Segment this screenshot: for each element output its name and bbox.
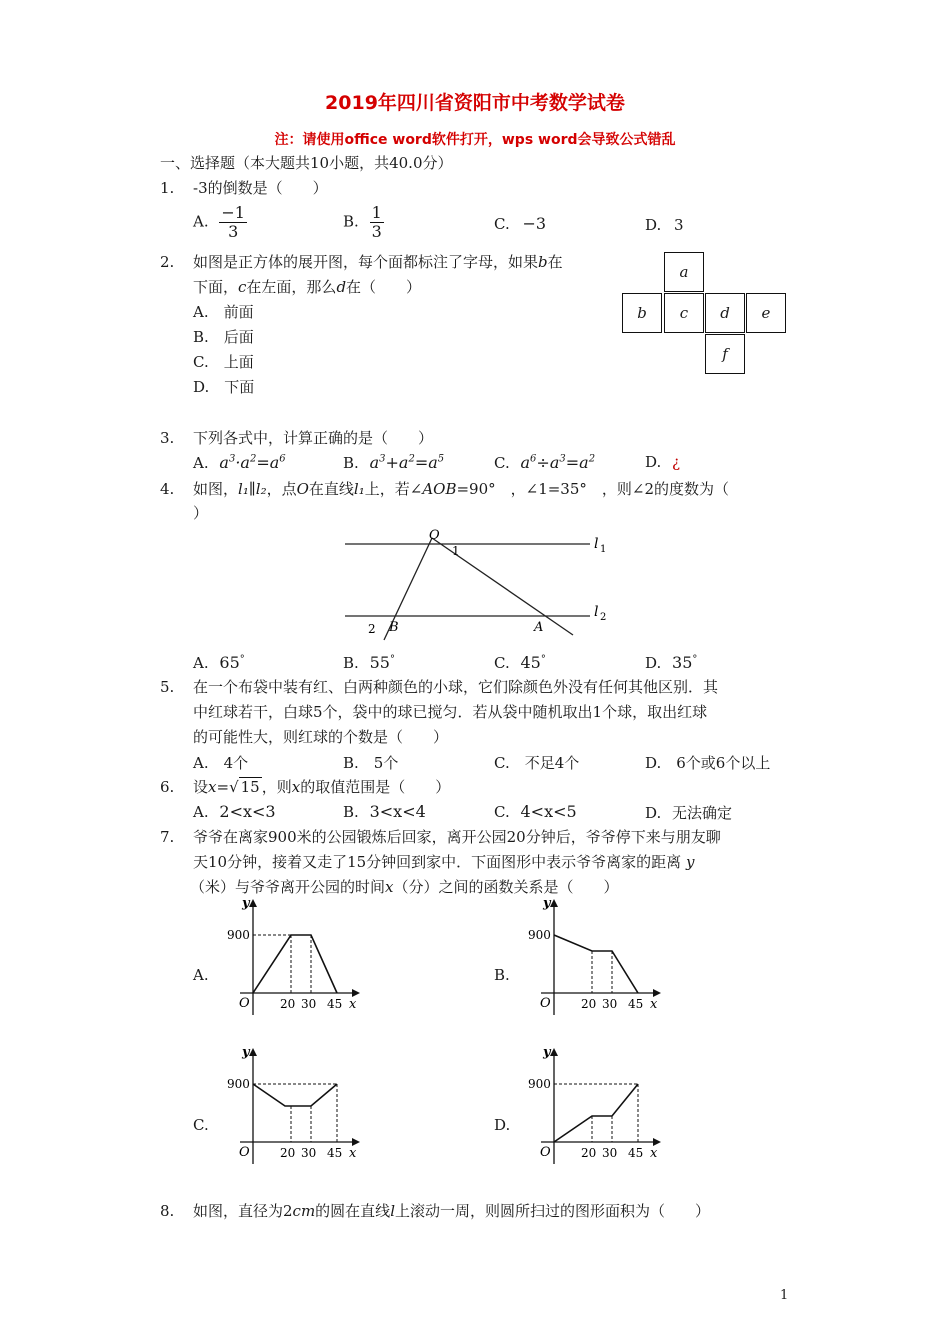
q8-stem-b: 的圆在直线 (315, 1202, 391, 1220)
origin-label: O (239, 996, 250, 1011)
q4-point-o: O (296, 480, 309, 498)
q1-stem: -3的倒数是（ ） (193, 179, 328, 197)
q1-option-c-label: C. (494, 215, 510, 233)
q8-number: 8. (160, 1202, 175, 1220)
q4-option-b (343, 653, 395, 672)
q2-option-c: C. 上面 (193, 353, 254, 371)
fig-label-o: O (429, 528, 440, 543)
tick-45: 45 (327, 1146, 343, 1160)
origin-label: O (540, 996, 551, 1011)
q7-line1: 爷爷在离家900米的公园锻炼后回家，离开公园20分钟后，爷爷停下来与朋友聊 (193, 828, 721, 846)
origin-label: O (239, 1145, 250, 1160)
graph-b-line (554, 935, 638, 993)
q4-option-a-deg: ° (239, 654, 245, 665)
tick-30: 30 (301, 997, 317, 1011)
net-face-a: a (664, 252, 704, 292)
q3-option-d-label: D. (645, 453, 662, 471)
graph-c-line (253, 1084, 337, 1106)
q2-line1-text: 如图是正方体的展开图，每个面都标注了字母，如果 (193, 253, 539, 271)
q4-option-d (645, 653, 697, 672)
q4-stem-b: ，点 (266, 480, 297, 498)
q5-line1: 在一个布袋中装有红、白两种颜色的小球，它们除颜色外没有任何其他区别．其 (193, 678, 719, 696)
q3-option-a-label: A. (193, 454, 209, 472)
q6-option-d-label: D. (645, 804, 662, 822)
q2-line1 (193, 252, 563, 272)
q3-number: 3. (160, 429, 175, 447)
notice-text: 注：请使用office word软件打开，wps word会导致公式错乱 (274, 132, 676, 148)
q5-option-d: D. 6个或6个以上 (645, 754, 771, 772)
q2-var-c: c (238, 278, 247, 296)
q2-option-b: B. 后面 (193, 328, 254, 346)
q1-option-b-fraction (370, 204, 384, 241)
fig-label-b: B (389, 620, 399, 635)
q7-line2 (193, 852, 694, 872)
q6-var-x: x (208, 778, 217, 796)
q7-graph-b (516, 893, 666, 1023)
page-number: 1 (780, 1288, 789, 1303)
graph-d-line (554, 1084, 638, 1142)
q3-option-a (193, 453, 286, 472)
axis-y-label: y (543, 896, 551, 911)
q8-stem-a: 如图，直径为2 (193, 1202, 293, 1220)
q7-var-x: x (385, 878, 394, 896)
q5-option-c: C. 不足4个 (494, 754, 580, 772)
q8-stem-c: 上滚动一周，则圆所扫过的图形面积为（ ） (395, 1202, 711, 1220)
q4-option-d-label: D. (645, 654, 662, 672)
y-axis-arrow (249, 899, 257, 907)
q3-stem: 下列各式中，计算正确的是（ ） (193, 429, 434, 447)
q2-line2-a: 下面， (193, 278, 239, 296)
q6-option-c-value: 4<x<5 (520, 802, 577, 821)
q3-option-c-label: C. (494, 454, 510, 472)
q4-angle-aob: AOB (422, 480, 457, 498)
q8-line-l: l (390, 1202, 395, 1220)
q7-number: 7. (160, 828, 175, 846)
x-axis-arrow (352, 989, 360, 997)
x-axis-arrow (653, 1138, 661, 1146)
q4-stem-c: 在直线 (308, 480, 354, 498)
y-axis-arrow (550, 1048, 558, 1056)
x-axis-arrow (653, 989, 661, 997)
axis-x-label: x (650, 1146, 658, 1161)
q6-eq: = (216, 778, 230, 796)
q2-line2 (193, 277, 421, 297)
q4-stem-e: =90° ，∠1=35° ，则∠2的度数为（ (456, 480, 730, 498)
q4-option-a-label: A. (193, 654, 209, 672)
q6-stem-a: 设 (193, 778, 209, 796)
q7-line3-end: （分）之间的函数关系是（ ） (393, 878, 619, 896)
cube-net-figure (622, 252, 788, 376)
q4-option-b-value: 55 (369, 653, 390, 672)
fig-label-angle1: 1 (452, 544, 460, 558)
q1-number: 1. (160, 179, 175, 197)
q2-option-d: D. 下面 (193, 378, 255, 396)
q6-stem-b: ，则 (261, 778, 292, 796)
tick-20: 20 (581, 997, 597, 1011)
q5-number: 5. (160, 678, 175, 696)
q4-option-b-label: B. (343, 654, 359, 672)
tick-900: 900 (227, 1077, 250, 1091)
q7-graph-label-b: B. (494, 966, 510, 984)
q1-option-a (193, 204, 247, 241)
q1-option-c (494, 214, 546, 233)
q4-option-d-deg: ° (692, 654, 698, 665)
q4-l1: l₁ (238, 480, 249, 498)
q7-line3-text: （米）与爷爷离开公园的时间 (190, 878, 386, 896)
q3-option-b-expr: $a^3+a^2=a^5$ (369, 453, 445, 472)
q8-unit-cm: cm (292, 1202, 316, 1220)
q7-var-y: y (685, 853, 695, 871)
q3-option-d (645, 453, 680, 471)
q7-graph-a (215, 893, 365, 1023)
q7-graph-label-a: A. (193, 966, 209, 984)
tick-45: 45 (327, 997, 343, 1011)
tick-900: 900 (227, 928, 250, 942)
tick-900: 900 (528, 1077, 551, 1091)
q1-option-c-value: −3 (522, 214, 547, 233)
tick-30: 30 (602, 1146, 618, 1160)
tick-30: 30 (301, 1146, 317, 1160)
q1-option-a-label: A. (193, 212, 209, 231)
q3-option-b-label: B. (343, 454, 359, 472)
q1-a-numerator: −1 (221, 203, 245, 222)
net-face-b: b (622, 293, 662, 333)
net-face-c: c (664, 293, 704, 333)
q2-line2-b: 在左面，那么 (246, 278, 337, 296)
q4-parallel: ∥ (248, 480, 256, 498)
graph-a-line (253, 935, 337, 993)
q3-option-c-expr: $a^6\div a^3=a^2$ (520, 453, 596, 472)
q2-var-b: b (538, 253, 548, 271)
q4-figure (340, 525, 620, 645)
q5-line3: 的可能性大，则红球的个数是（ ） (193, 728, 449, 746)
q7-graph-d (516, 1042, 666, 1172)
q1-option-d (645, 216, 684, 234)
q4-option-c-label: C. (494, 654, 510, 672)
q4-option-c (494, 653, 546, 672)
q4-stem (193, 479, 729, 499)
q4-option-c-value: 45 (520, 653, 541, 672)
q6-sqrt-sign: √ (229, 778, 239, 796)
q4-l1-again: l₁ (353, 480, 365, 498)
axis-x-label: x (349, 997, 357, 1012)
x-axis-arrow (352, 1138, 360, 1146)
q6-option-b (343, 802, 426, 821)
fig-label-l2: l (594, 604, 599, 620)
q5-option-b: B. 5个 (343, 754, 399, 772)
q6-option-d-value: 无法确定 (672, 804, 733, 822)
q1-option-b (343, 204, 384, 241)
axis-y-label: y (242, 896, 250, 911)
q1-b-numerator: 1 (371, 203, 382, 222)
fig-label-l2-sub: 2 (600, 612, 607, 623)
fig-label-l1: l (594, 536, 599, 552)
q2-line1-end: 在 (547, 253, 563, 271)
axis-x-label: x (650, 997, 658, 1012)
q6-option-a-value: 2<x<3 (219, 802, 276, 821)
tick-30: 30 (602, 997, 618, 1011)
axis-y-label: y (543, 1045, 551, 1060)
q4-option-a (193, 653, 245, 672)
q8-stem (193, 1201, 710, 1221)
fig-label-angle2: 2 (368, 622, 376, 636)
tick-20: 20 (280, 997, 296, 1011)
q5-option-a: A. 4个 (193, 754, 249, 772)
q4-stem-a: 如图， (193, 480, 239, 498)
net-face-d: d (705, 293, 745, 333)
q1-a-denominator: 3 (228, 222, 239, 241)
q1-option-d-value: 3 (674, 216, 684, 234)
q6-option-a (193, 802, 276, 821)
q4-stem-d: 上，若∠ (364, 480, 423, 498)
y-axis-arrow (550, 899, 558, 907)
q6-option-c (494, 802, 577, 821)
q6-option-a-label: A. (193, 803, 209, 821)
q4-option-b-deg: ° (389, 654, 395, 665)
tick-20: 20 (581, 1146, 597, 1160)
q4-stem-close: ） (193, 504, 209, 522)
q6-number: 6. (160, 778, 175, 796)
tick-45: 45 (628, 1146, 644, 1160)
q6-stem-c: 的取值范围是（ ） (300, 778, 451, 796)
net-face-e: e (746, 293, 786, 333)
q6-option-d (645, 802, 732, 823)
q1-option-b-label: B. (343, 212, 359, 231)
q6-stem (193, 777, 450, 797)
q4-option-c-deg: ° (540, 654, 546, 665)
y-axis-arrow (249, 1048, 257, 1056)
q6-var-x2: x (291, 778, 301, 796)
axis-x-label: x (349, 1146, 357, 1161)
q3-option-a-expr: $a^3\cdot a^2=a^6$ (219, 453, 286, 472)
page-title: 2019年四川省资阳市中考数学试卷 (325, 92, 625, 114)
q3-option-b (343, 453, 444, 472)
q1-b-denominator: 3 (371, 222, 382, 241)
q6-radicand: 15 (240, 778, 260, 796)
q4-option-a-value: 65 (219, 653, 240, 672)
q1-option-a-fraction (219, 204, 247, 241)
tick-20: 20 (280, 1146, 296, 1160)
axis-y-label: y (242, 1045, 250, 1060)
q6-option-c-label: C. (494, 803, 510, 821)
origin-label: O (540, 1145, 551, 1160)
q4-option-d-value: 35 (672, 653, 693, 672)
q4-number: 4. (160, 480, 175, 498)
tick-900: 900 (528, 928, 551, 942)
section-heading: 一、选择题（本大题共10小题，共40.0分） (160, 154, 453, 172)
q1-option-d-label: D. (645, 216, 662, 234)
q2-number: 2. (160, 253, 175, 271)
q3-option-c (494, 453, 595, 472)
q5-line2: 中红球若干，白球5个，袋中的球已搅匀．若从袋中随机取出1个球，取出红球 (193, 703, 708, 721)
tick-45: 45 (628, 997, 644, 1011)
q3-option-d-glyph: ¿ (672, 453, 681, 471)
net-face-f: f (705, 334, 745, 374)
q4-l2: l₂ (255, 480, 267, 498)
fig-label-l1-sub: 1 (600, 544, 607, 555)
q2-line2-c: 在（ ） (346, 278, 422, 296)
q2-option-a: A. 前面 (193, 303, 254, 321)
q7-graph-label-d: D. (494, 1116, 511, 1134)
q7-graph-label-c: C. (193, 1116, 209, 1134)
q7-graph-c (215, 1042, 365, 1172)
q6-option-b-label: B. (343, 803, 359, 821)
q2-var-d: d (336, 278, 347, 296)
fig-label-a: A (534, 620, 544, 635)
q6-option-b-value: 3<x<4 (369, 802, 426, 821)
q7-line2-text: 天10分钟，接着又走了15分钟回到家中．下面图形中表示爷爷离家的距离 (193, 853, 682, 871)
